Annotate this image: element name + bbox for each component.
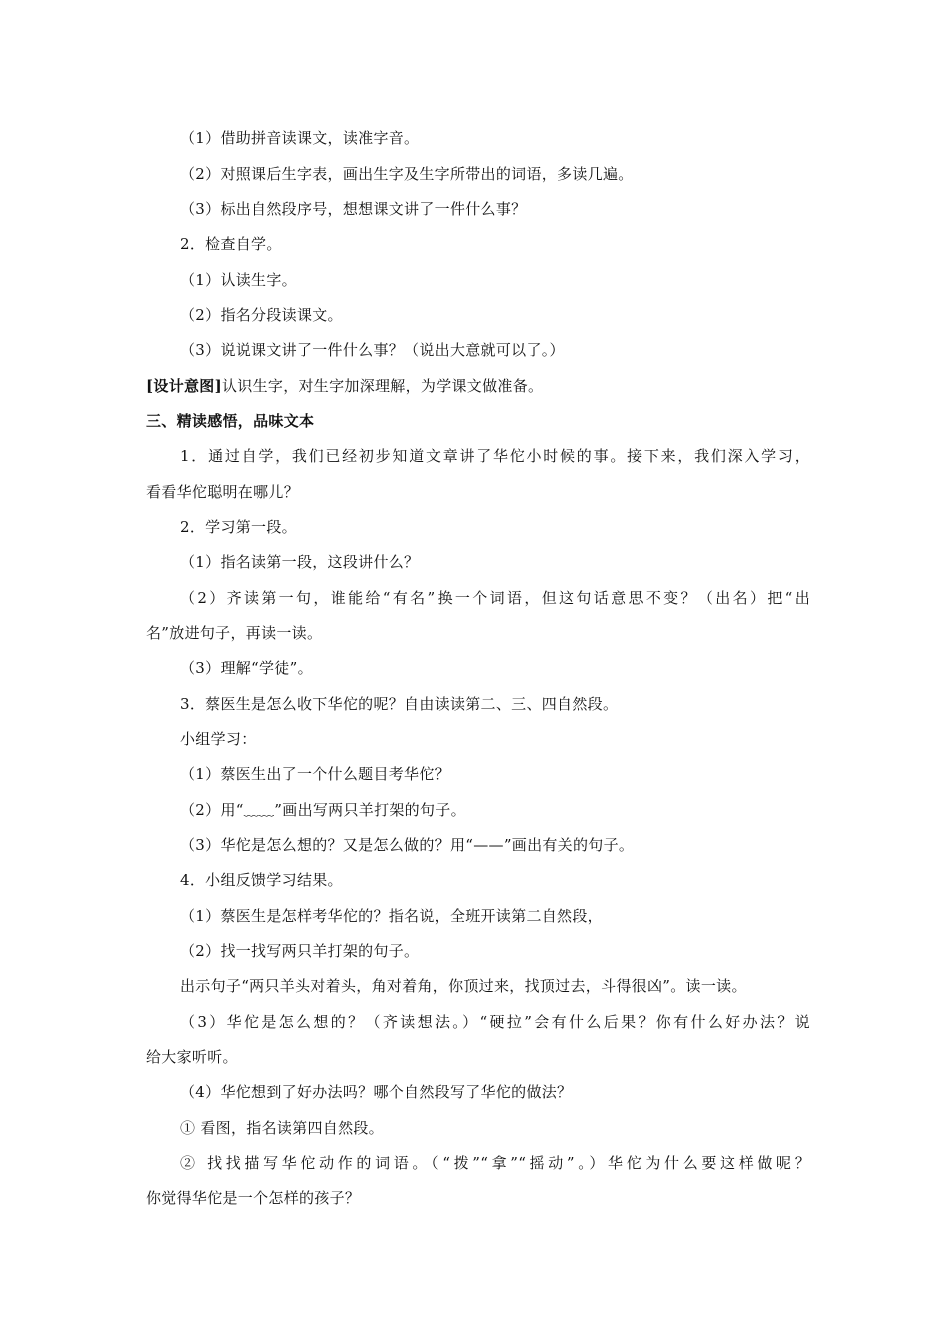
text-line: （1）借助拼音读课文，读准字音。 <box>180 129 420 147</box>
text-line: （2）指名分段读课文。 <box>180 306 343 324</box>
text-line: ① 看图，指名读第四自然段。 <box>180 1119 384 1137</box>
design-intent-line <box>146 376 810 396</box>
text-line: （3）理解“学徒”。 <box>180 659 313 677</box>
text-line: （1）蔡医生是怎样考华佗的？指名说，全班开读第二自然段， <box>180 907 603 925</box>
text-line: （1）指名读第一段，这段讲什么？ <box>180 553 420 571</box>
text-line: 小组学习： <box>180 730 257 748</box>
section-heading: 三、精读感悟，品味文本 <box>146 412 315 430</box>
text-line: 2．检查自学。 <box>180 235 282 253</box>
text-line: ② 找找描写华佗动作的词语。（“拨”“拿”“摇动”。）华佗为什么要这样做呢？ <box>180 1154 810 1172</box>
text-line: 2．学习第一段。 <box>180 518 297 536</box>
text-line: 你觉得华佗是一个怎样的孩子？ <box>146 1189 361 1207</box>
text-line: （2）对照课后生字表，画出生字及生字所带出的词语，多读几遍。 <box>180 165 634 183</box>
text-line: 给大家听听。 <box>146 1048 238 1066</box>
text-line: （4）华佗想到了好办法吗？哪个自然段写了华佗的做法？ <box>180 1083 573 1101</box>
text-line: 看看华佗聪明在哪儿？ <box>146 483 300 501</box>
text-line: （2）找一找写两只羊打架的句子。 <box>180 942 420 960</box>
text-line: 4．小组反馈学习结果。 <box>180 871 343 889</box>
text-line: （3）标出自然段序号，想想课文讲了一件什么事？ <box>180 200 527 218</box>
text-line: （2）用“﹏﹏”画出写两只羊打架的句子。 <box>180 801 466 819</box>
text-line: （3）华佗是怎么想的？（齐读想法。）“硬拉”会有什么后果？你有什么好办法？说 <box>180 1013 810 1031</box>
design-intent-label: [设计意图] <box>146 377 222 395</box>
text-line: 3．蔡医生是怎么收下华佗的呢？自由读读第二、三、四自然段。 <box>180 695 619 713</box>
text-line: （1）认读生字。 <box>180 271 297 289</box>
text-line: （3）说说课文讲了一件什么事？（说出大意就可以了。） <box>180 341 565 359</box>
design-intent-text: 认识生字，对生字加深理解，为学课文做准备。 <box>222 377 544 395</box>
text-line: 1．通过自学，我们已经初步知道文章讲了华佗小时候的事。接下来，我们深入学习， <box>180 447 810 465</box>
text-line: （2）齐读第一句，谁能给“有名”换一个词语，但这句话意思不变？（出名）把“出 <box>180 589 810 607</box>
text-line: 名”放进句子，再读一读。 <box>146 624 323 642</box>
text-line: 出示句子“两只羊头对着头，角对着角，你顶过来，找顶过去，斗得很凶”。读一读。 <box>180 977 747 995</box>
text-line: （3）华佗是怎么想的？又是怎么做的？用“——”画出有关的句子。 <box>180 836 635 854</box>
text-line: （1）蔡医生出了一个什么题目考华佗？ <box>180 765 450 783</box>
